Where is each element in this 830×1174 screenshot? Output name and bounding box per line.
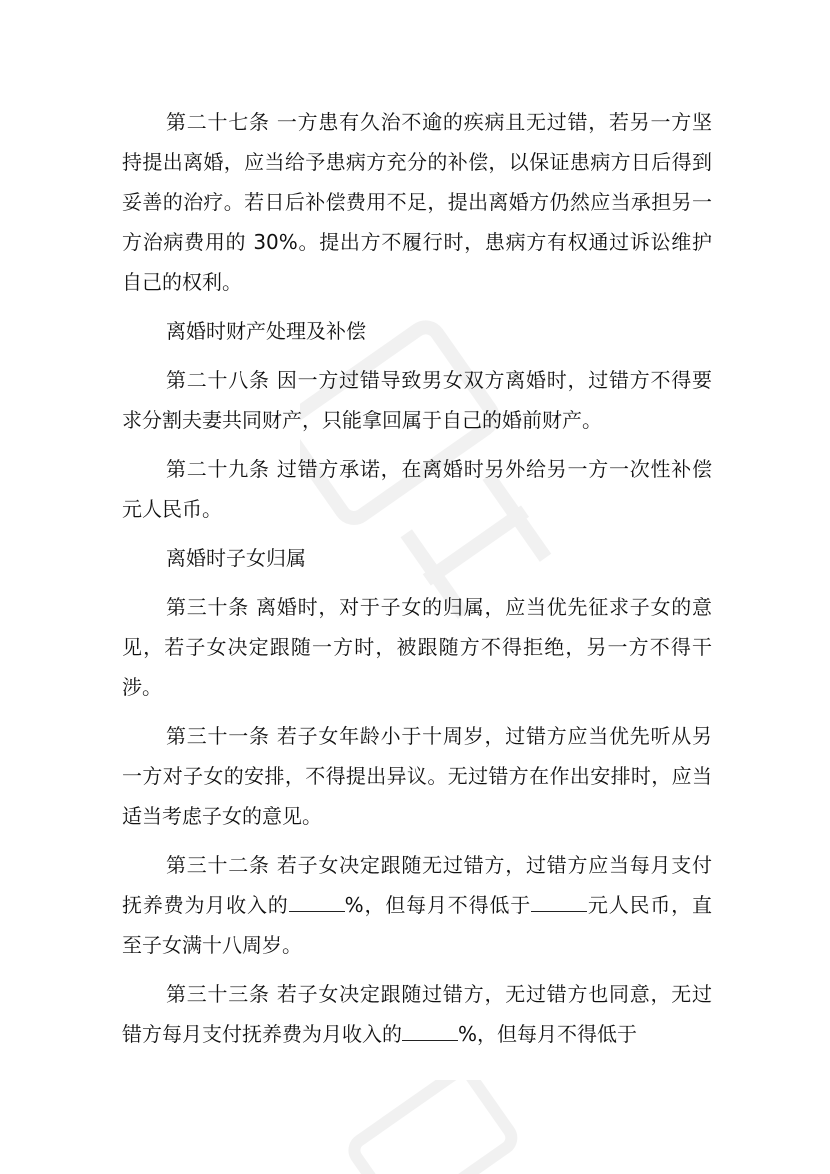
article-29: 第二十九条 过错方承诺，在离婚时另外给另一方一次性补偿 元人民币。 [122,457,712,521]
article-30: 第三十条 离婚时，对于子女的归属，应当优先征求子女的意见，若子女决定跟随一方时，被跟随方不得拒绝，另一方不得干涉。 [122,595,712,699]
section-heading-property: 离婚时财产处理及补偿 [166,319,366,343]
article-32-text-c: 元人民币，直至子女满十八周岁。 [122,893,712,957]
article-33 [122,974,712,1054]
article-33-text-a: 第三十三条 若子女决定跟随过错方，无过错方也同意，无过错方每月支付抚养费为月收入的 [122,982,712,1046]
amount-blank-field[interactable] [531,893,587,912]
document-body [122,102,712,1063]
percent-blank-field[interactable] [289,893,345,912]
article-32 [122,845,712,965]
article-32-text-a: 第三十二条 若子女决定跟随无过错方，过错方应当每月支付抚养费为月收入的 [122,853,712,917]
article-32-text-b: %，但每月不得低于 [344,893,532,917]
article-27: 第二十七条 一方患有久治不逾的疾病且无过错，若另一方坚持提出离婚，应当给予患病方充分的补偿，以保证患病方日后得到妥善的治疗。若日后补偿费用不足，提出离婚方仍然应当承担另一方治病费用的 30%。提出方不履行时，患病方有权通过诉讼维护自己的权利。 [122,110,712,294]
article-31: 第三十一条 若子女年龄小于十周岁，过错方应当优先听从另一方对子女的安排，不得提出异议。无过错方在作出安排时，应当适当考虑子女的意见。 [122,724,712,828]
percent-blank-field[interactable] [402,1022,458,1041]
section-heading-children: 离婚时子女归属 [166,546,306,570]
article-33-text-b: %，但每月不得低于 [458,1022,638,1046]
article-28: 第二十八条 因一方过错导致男女双方离婚时，过错方不得要求分割夫妻共同财产，只能拿回属于自己的婚前财产。 [122,368,712,432]
watermark-icon [330,1080,530,1174]
